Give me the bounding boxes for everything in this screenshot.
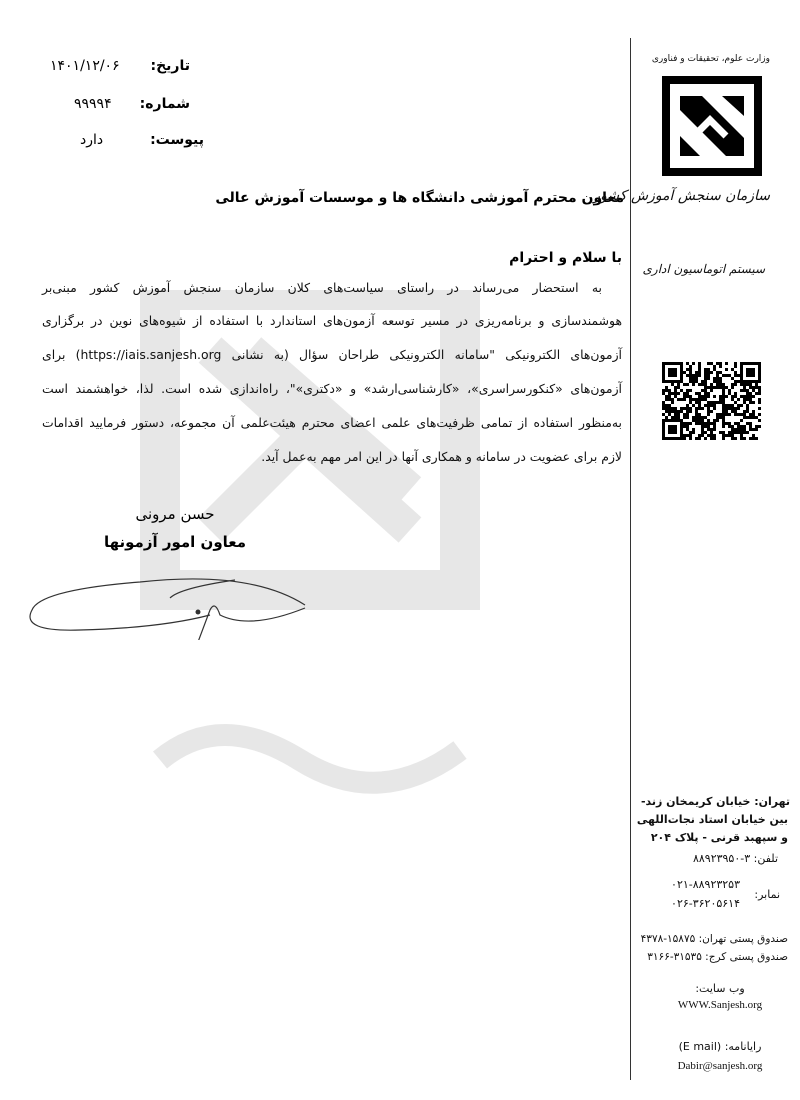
- website-label: وب سایت:: [695, 982, 745, 995]
- address-line: تهران: خیابان کریمخان زند-: [640, 795, 790, 808]
- date-value: ۱۴۰۱/۱۲/۰۶: [50, 58, 120, 74]
- system-name: سیستم اتوماسیون اداری: [642, 262, 765, 276]
- fax-label: نمابر:: [754, 888, 780, 901]
- attachment-value: دارد: [80, 132, 104, 148]
- email-link[interactable]: Dabir@sanjesh.org: [677, 1060, 763, 1072]
- body-line: آزمون‌های «کنکورسراسری»، «کارشناسی‌ارشد» و «دکتری»"، راه‌اندازی شده است. لذا، خواهشمند است: [42, 381, 622, 396]
- recipient: معاون محترم آموزشی دانشگاه ها و موسسات آموزش عالی: [215, 190, 624, 206]
- pobox-karaj: صندوق پستی کرج: ۳۱۵۳۵-۳۱۶۶: [647, 951, 788, 963]
- ministry-name: وزارت علوم، تحقیقات و فناوری: [651, 54, 770, 64]
- date-label: تاریخ:: [150, 58, 190, 74]
- website-link[interactable]: WWW.Sanjesh.org: [677, 999, 763, 1011]
- address-line: و سپهبد قرنی - پلاک ۲۰۴: [650, 831, 788, 844]
- body-line: آزمون‌های الکترونیکی "سامانه الکترونیکی طراحان سؤال (به نشانی https://iais.sanjesh.org) برای: [42, 347, 622, 362]
- organization-name: سازمان سنجش آموزش کشور: [593, 188, 770, 204]
- handwritten-signature: [20, 560, 310, 640]
- number-label: شماره:: [139, 96, 190, 112]
- organization-logo: [662, 76, 762, 176]
- body-line: به استحضار می‌رساند در راستای سیاست‌های کلان سازمان سنجش آموزش کشور مبنی‌بر: [42, 280, 602, 295]
- address-line: بین خیابان استاد نجات‌اللهی: [636, 813, 788, 826]
- greeting: با سلام و احترام: [509, 250, 622, 266]
- email-label: رایانامه: (E mail): [678, 1040, 762, 1053]
- body-line: به‌منظور استفاده از تمامی ظرفیت‌های علمی اعضای محترم هیئت‌علمی آن مجموعه، دستور فرمایید اقدامات: [42, 415, 622, 430]
- attachment-label: پیوست:: [150, 132, 204, 148]
- phone: تلفن: ۳-۸۸۹۲۳۹۵۰: [692, 852, 778, 865]
- fax-number: ۰۲۶-۳۶۲۰۵۶۱۴: [671, 897, 740, 910]
- body-line: هوشمندسازی و برنامه‌ریزی در مسیر توسعه آزمون‌های استاندارد با استفاده از شیوه‌های نوین در برگزاری: [42, 313, 622, 328]
- signer-name: حسن مرونی: [135, 505, 215, 523]
- number-value: ۹۹۹۹۴: [74, 96, 112, 112]
- signer-title: معاون امور آزمونها: [103, 533, 247, 551]
- qr-code: [662, 362, 762, 440]
- pobox-tehran: صندوق پستی تهران: ۱۵۸۷۵-۴۳۷۸: [640, 933, 788, 945]
- fax-number: ۰۲۱-۸۸۹۲۳۲۵۳: [671, 878, 740, 891]
- body-line: لازم برای عضویت در سامانه و همکاری آنها در این امر مهم به‌عمل آید.: [261, 449, 622, 464]
